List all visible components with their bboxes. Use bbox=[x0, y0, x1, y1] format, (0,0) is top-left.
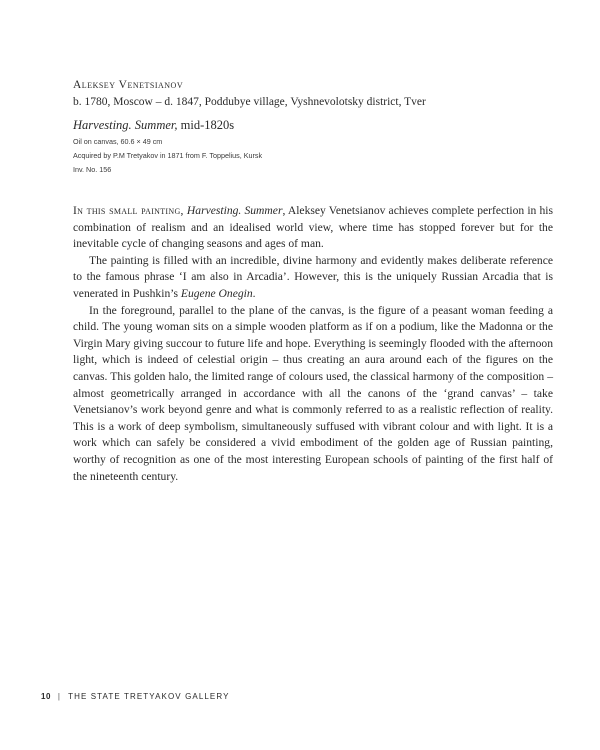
paragraph-3 bbox=[73, 303, 553, 486]
paragraph-1 bbox=[73, 203, 553, 253]
artist-name: Aleksey Venetsianov bbox=[73, 79, 184, 91]
footer-separator: | bbox=[57, 692, 62, 701]
painting-title-ref: Harvesting. Summer bbox=[186, 204, 283, 217]
paragraph-2 bbox=[73, 253, 553, 303]
artwork-inventory: Inv. No. 156 bbox=[73, 165, 112, 174]
book-title-ref: Eugene Onegin bbox=[180, 286, 253, 300]
artwork-title-name: Harvesting. Summer, bbox=[73, 118, 178, 132]
gallery-name: THE STATE TRETYAKOV GALLERY bbox=[68, 692, 230, 701]
artwork-provenance: Acquired by P.M Tretyakov in 1871 from F. Toppelius, Kursk bbox=[73, 151, 263, 160]
artwork-meta bbox=[73, 135, 553, 177]
artwork-header bbox=[73, 78, 553, 177]
paragraph-1-text: , Aleksey Venetsianov achieves complete perfection in his combination of realism and an idealised world view, where time has stopped forever but for the inevitable cycle of changing seasons and ages of man. bbox=[73, 204, 554, 251]
page-number: 10 bbox=[41, 692, 51, 701]
page-footer bbox=[41, 692, 230, 701]
paragraph-3-text: In the foreground, parallel to the plane of the canvas, is the figure of a peasant woman feeding a child. The young woman sits on a simple wooden platform as if on a podium, like the Madonna or the Virgin Mary giving succour to future life and hope. Everything is seemingly flooded with the afternoon light, which is indeed of celestial origin – thus creating an aura around each of the figures on the canvas. This golden halo, the limited range of colours used, the classical harmony of the composition – almost geometrically arranged in accordance with all the canons of the ‘grand canvas’ – take Venetsianov’s work beyond genre and what is commonly referred to as a realistic reflection of reality. This is a work of deep symbolism, simultaneously suffused with vibrant colour and with light. It is a work which can safely be considered a vivid embodiment of the golden age of Russian painting, worthy of recognition as one of the most interesting European schools of painting of the first half of the nineteenth century. bbox=[73, 303, 553, 483]
artwork-date: mid-1820s bbox=[177, 118, 235, 132]
article-body bbox=[73, 203, 553, 485]
artist-bio: b. 1780, Moscow – d. 1847, Poddubye village, Vyshnevolotsky district, Tver bbox=[73, 96, 426, 108]
paragraph-2-text: The painting is filled with an incredible, divine harmony and evidently makes deliberate reference to the famous phrase ‘I am also in Arcadia’. However, this is the uniquely Russian Arcadia that is venerated in Pushkin’s bbox=[73, 253, 553, 300]
paragraph-2-end: . bbox=[252, 286, 256, 300]
artwork-medium: Oil on canvas, 60.6 × 49 cm bbox=[73, 137, 163, 146]
artwork-title bbox=[73, 117, 553, 133]
lead-in: In this small painting, bbox=[73, 204, 184, 217]
